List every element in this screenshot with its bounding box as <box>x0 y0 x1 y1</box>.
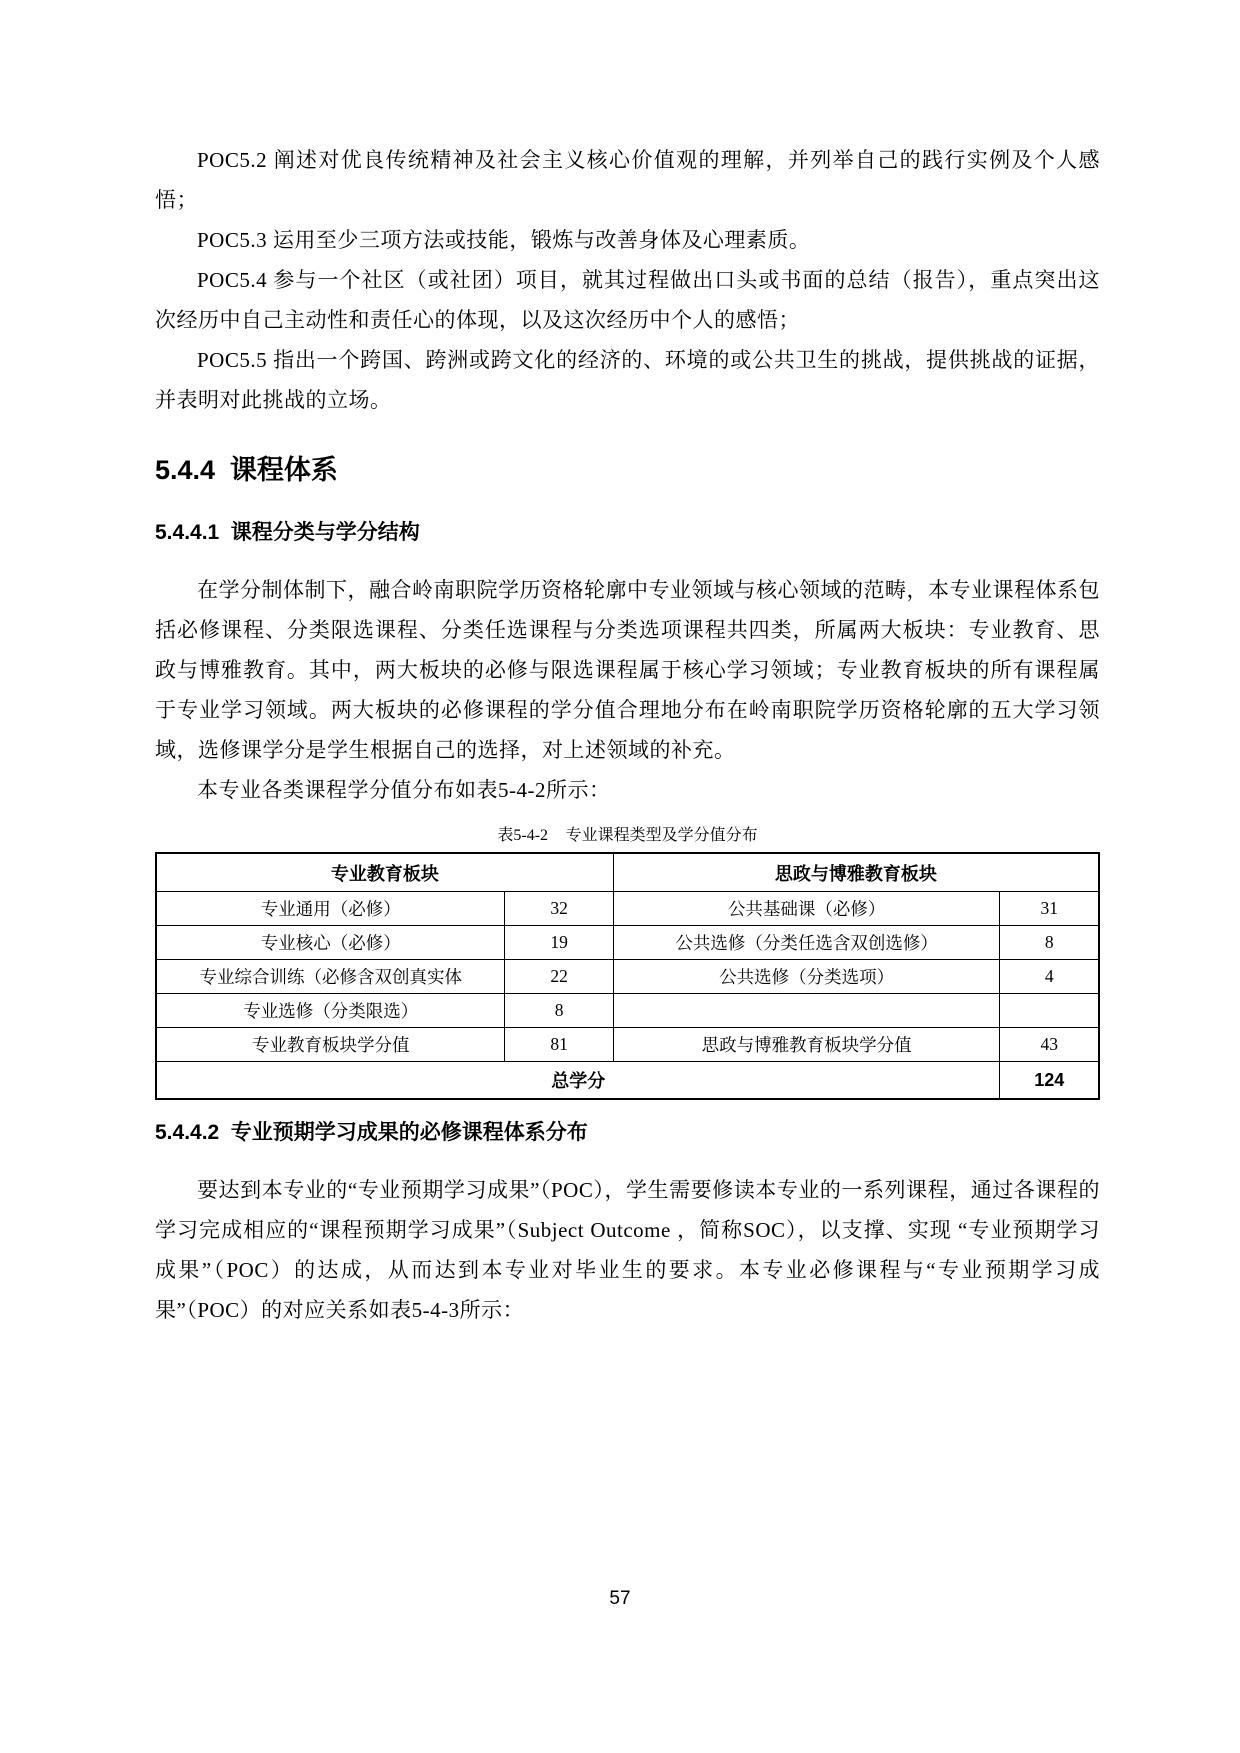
table-row <box>156 926 1099 960</box>
poc-paragraph-5-2: POC5.2 阐述对优良传统精神及社会主义核心价值观的理解，并列举自己的践行实例及个人感悟； <box>155 148 1100 212</box>
table-row <box>156 1028 1099 1062</box>
table-total-row <box>156 1062 1099 1100</box>
credit-structure-paragraph: 在学分制体制下，融合岭南职院学历资格轮廓中专业领域与核心领域的范畴，本专业课程体系包括必修课程、分类限选课程、分类任选课程与分类选项课程共四类，所属两大板块：专业教育、思政与博雅教育。其中，两大板块的必修与限选课程属于核心学习领域；专业教育板块的所有课程属于专业学习领域。两大板块的必修课程的学分值合理地分布在岭南职院学历资格轮廓的五大学习领域，选修课学分是学生根据自己的选择，对上述领域的补充。 <box>155 578 1100 762</box>
section-title-5442: 专业预期学习成果的必修课程体系分布 <box>230 1121 588 1144</box>
cell-right-name: 公共选修（分类选项） <box>613 960 1000 994</box>
cell-left-name: 专业教育板块学分值 <box>156 1028 505 1062</box>
cell-right-value: 31 <box>1000 892 1099 926</box>
poc-paragraph-5-3: POC5.3 运用至少三项方法或技能，锻炼与改善身体及心理素质。 <box>197 228 811 252</box>
table-row <box>156 960 1099 994</box>
section-title-5441: 课程分类与学分结构 <box>230 521 420 544</box>
poc-paragraph-5-5: POC5.5 指出一个跨国、跨洲或跨文化的经济的、环境的或公共卫生的挑战，提供挑战的证据，并表明对此挑战的立场。 <box>155 348 1100 412</box>
cell-right-name: 公共选修（分类任选含双创选修） <box>613 926 1000 960</box>
cell-left-name: 专业综合训练（必修含双创真实体 <box>156 960 505 994</box>
total-value-cell: 124 <box>1000 1062 1099 1100</box>
section-number-5441: 5.4.4.1 <box>155 521 220 544</box>
section-heading-5442 <box>155 1118 1100 1148</box>
total-label-cell: 总学分 <box>156 1062 1000 1100</box>
cell-left-value: 32 <box>505 892 613 926</box>
section-title-544: 课程体系 <box>229 455 338 485</box>
cell-left-value: 22 <box>505 960 613 994</box>
table-row <box>156 994 1099 1028</box>
section-heading-5441 <box>155 518 1100 548</box>
table-row <box>156 892 1099 926</box>
page-number: 57 <box>609 1588 631 1609</box>
table-caption <box>155 824 1100 848</box>
section-number-544: 5.4.4 <box>155 455 216 485</box>
cell-right-value: 4 <box>1000 960 1099 994</box>
cell-left-value: 81 <box>505 1028 613 1062</box>
cell-left-name: 专业核心（必修） <box>156 926 505 960</box>
table-caption-label: 表5-4-2 <box>497 827 549 844</box>
cell-left-value: 19 <box>505 926 613 960</box>
section-number-5442: 5.4.4.2 <box>155 1121 220 1144</box>
cell-left-name: 专业通用（必修） <box>156 892 505 926</box>
section-heading-544 <box>155 452 1100 488</box>
poc-list <box>155 140 1100 420</box>
cell-right-name <box>613 994 1000 1028</box>
credit-distribution-table <box>155 852 1100 1100</box>
cell-right-value: 43 <box>1000 1028 1099 1062</box>
table-caption-title: 专业课程类型及学分值分布 <box>565 827 758 844</box>
cell-right-name: 思政与博雅教育板块学分值 <box>613 1028 1000 1062</box>
cell-right-name: 公共基础课（必修） <box>613 892 1000 926</box>
cell-left-value: 8 <box>505 994 613 1028</box>
poc-paragraph-5-4: POC5.4 参与一个社区（或社团）项目，就其过程做出口头或书面的总结（报告），重点突出这次经历中自己主动性和责任心的体现，以及这次经历中个人的感悟； <box>155 268 1100 332</box>
cell-right-value: 8 <box>1000 926 1099 960</box>
header-cell-liberal-block: 思政与博雅教育板块 <box>613 853 1099 892</box>
cell-right-value <box>1000 994 1099 1028</box>
cell-left-name: 专业选修（分类限选） <box>156 994 505 1028</box>
table-intro-paragraph: 本专业各类课程学分值分布如表5-4-2所示： <box>197 778 611 802</box>
section-5441-body <box>155 570 1100 810</box>
poc-mapping-paragraph: 要达到本专业的“专业预期学习成果”（POC），学生需要修读本专业的一系列课程，通过各课程的学习完成相应的“课程预期学习成果”（Subject Outcome ，简称SOC），以支撑、实现 “专业预期学习成果”（POC）的达成，从而达到本专业对毕业生的要求。本专业必修课程与“专业预期学习成果”（POC）的对应关系如表5-4-3所示： <box>155 1178 1100 1322</box>
section-5442-body <box>155 1170 1100 1330</box>
table-header-row <box>156 853 1099 892</box>
header-cell-professional-block: 专业教育板块 <box>156 853 613 892</box>
